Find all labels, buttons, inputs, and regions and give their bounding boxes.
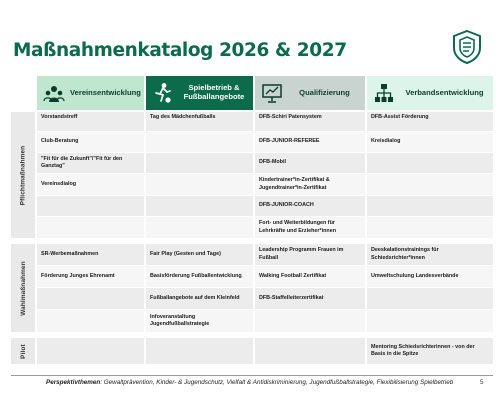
table-cell: Infoveranstaltung Jugendfußballstrategie [146,310,253,332]
table-row [37,266,493,287]
table-row [37,174,493,195]
table-cell: Tag des Mädchenfußballs [146,112,253,131]
table-cell [146,217,253,238]
page-title: Maßnahmenkatalog 2026 & 2027 [13,40,347,61]
table-cell [367,217,493,238]
table-cell: DFB-Staffelleiterzertifikat [255,288,365,309]
section-wahlmassnahmen [11,244,493,332]
table-cell: Förderung Junges Ehrenamt [37,266,144,287]
table-row [37,288,493,309]
table-cell [146,196,253,216]
table-cell: Fort- und Weiterbildungen für Lehrkräfte und Erzieher*innen [255,217,365,238]
section-label [11,112,35,238]
table-cell: Kindertrainer*in-Zertifikat & Jugendtrainer*in-Zertifikat [255,174,365,195]
table-cell: DFB-Mobil [255,153,365,173]
column-header-spielbetrieb [146,76,253,110]
table-row [37,338,493,364]
section-label-text: Wahlmaßnahmen [19,260,27,316]
dfb-logo-icon [452,30,482,64]
table-cell: DFB-Schiri Patensystem [255,112,365,131]
table-cell [37,196,144,216]
table-cell [146,153,253,173]
table-cell [367,153,493,173]
table-cell [146,132,253,152]
table-cell [367,310,493,332]
section-label [11,244,35,332]
table-cell [367,196,493,216]
people-network-icon [43,82,65,104]
table-cell [255,338,365,364]
measures-table [11,76,493,372]
footer-text: : Gewaltprävention, Kinder- & Jugendschutz, Vielfalt & Antidiskriminierung, Jugendfußballstrategie, Flexibilisierung Spielbetrieb [100,379,454,386]
footer-label: Perspektivthemen [46,379,101,386]
section-label-text: Pilot [19,343,27,359]
table-cell: Kreisdialog [367,132,493,152]
table-cell: DFB-JUNIOR-REFEREE [255,132,365,152]
table-cell: Vorstandstreff [37,112,144,131]
table-cell: Fair Play (Gesten und Tage) [146,244,253,265]
column-header-label: Verbandsentwicklung [405,87,484,97]
section-pilot [11,338,493,364]
column-header-verbandsentwicklung [367,76,493,110]
table-cell [37,310,144,332]
table-cell [37,338,144,364]
table-row [37,196,493,216]
table-cell [255,310,365,332]
table-cell: Mentoring Schiedsrichterinnen - von der Basis in die Spitze [367,338,493,364]
presentation-board-icon [261,82,283,104]
table-cell: SR-Werbemaßnahmen [37,244,144,265]
table-cell: Club-Beratung [37,132,144,152]
table-cell: Leadership Programm Frauen im Fußball [255,244,365,265]
section-label [11,338,35,364]
table-cell [146,338,253,364]
table-cell [367,288,493,309]
table-row [37,217,493,238]
column-header-qualifizierung [255,76,365,110]
section-pflichtmassnahmen [11,112,493,238]
table-cell: Umweltschulung Landesverbände [367,266,493,287]
table-cell: Vereinsdialog [37,174,144,195]
table-cell: "Fit für die Zukunft"/"Fit für den Ganztag" [37,153,144,173]
table-cell: Basisförderung Fußballentwicklung [146,266,253,287]
footer-divider [11,375,493,376]
table-row [37,112,493,131]
soccer-player-icon [152,82,174,104]
table-row [37,244,493,265]
table-cell: Deeskalationstrainings für Schiedsrichter*innen [367,244,493,265]
table-cell [146,174,253,195]
table-cell: Walking Football Zertifikat [255,266,365,287]
footer-perspektivthemen [46,379,476,386]
table-row [37,132,493,152]
table-cell [37,288,144,309]
table-cell: DFB-Assist Förderung [367,112,493,131]
table-cell [37,217,144,238]
page-number: 5 [480,379,484,386]
column-header-vereinsentwicklung [37,76,144,110]
section-label-text: Pflichtmaßnahmen [19,145,27,205]
table-cell: Fußballangebote auf dem Kleinfeld [146,288,253,309]
table-row [37,153,493,173]
table-row [37,310,493,332]
column-header-label: Qualifizierung [299,87,350,97]
table-cell [367,174,493,195]
column-headers [11,76,493,110]
table-cell: DFB-JUNIOR-COACH [255,196,365,216]
organization-icon [373,82,395,104]
column-header-label: Spielbetrieb & Fußballangebote [183,83,245,101]
column-header-label: Vereinsentwicklung [70,87,141,97]
